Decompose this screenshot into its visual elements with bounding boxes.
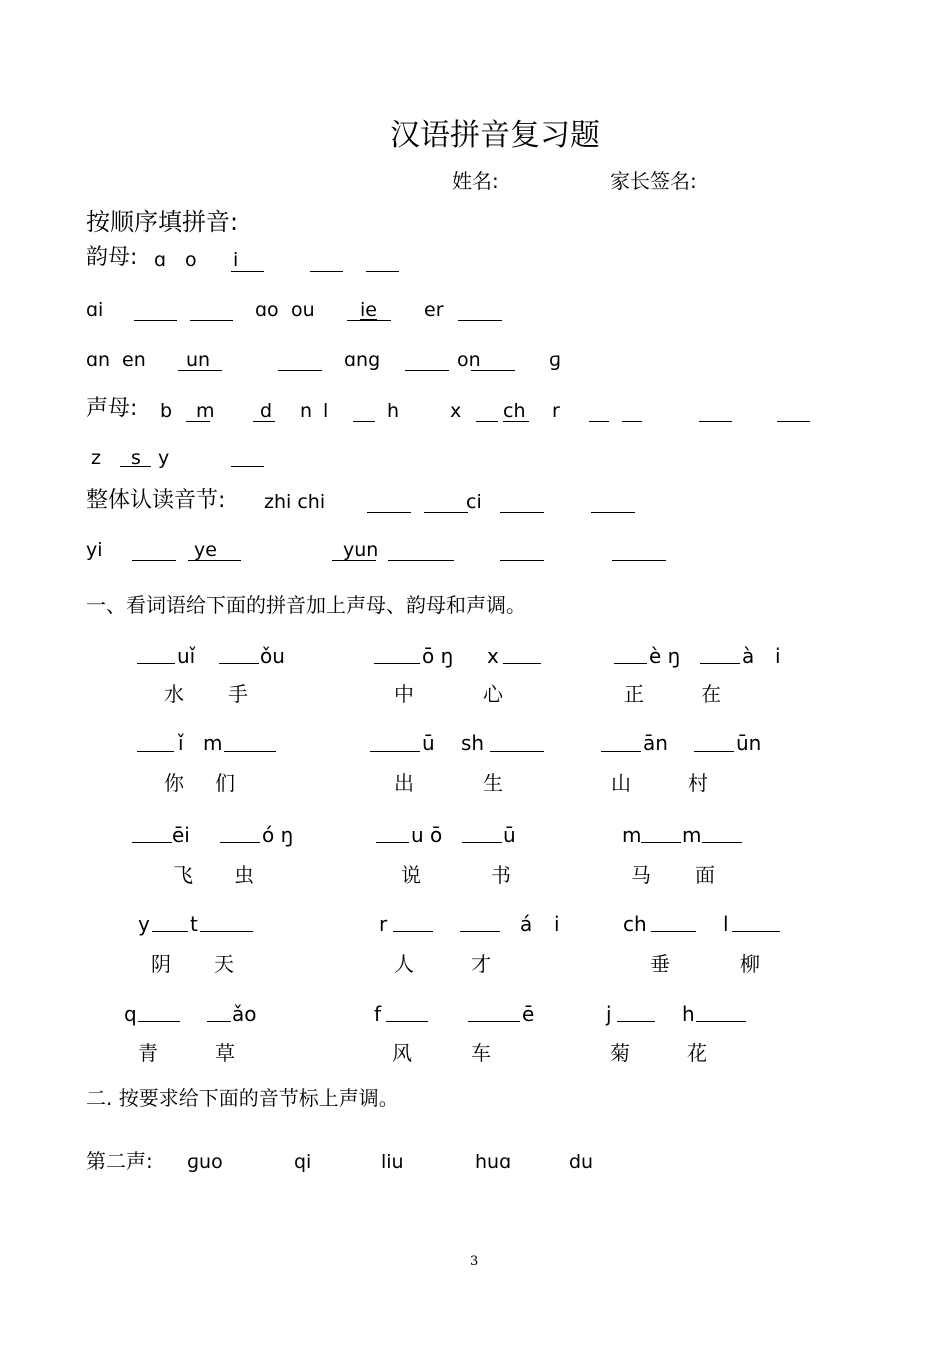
pinyin-cell: q — [124, 1002, 137, 1026]
pinyin-cell: ē — [522, 1002, 535, 1026]
pinyin-un: un — [186, 349, 211, 371]
blank[interactable] — [702, 842, 742, 843]
hanzi: 手 — [228, 682, 248, 706]
pinyin-b: b — [160, 400, 173, 422]
pinyin-zhi-chi: zhi chi — [264, 491, 326, 513]
blank[interactable] — [696, 1021, 746, 1022]
pinyin-d: d — [260, 400, 273, 422]
blank[interactable] — [601, 751, 641, 752]
blank[interactable] — [612, 560, 666, 561]
section2-heading: 二. 按要求给下面的音节标上声调。 — [86, 1086, 399, 1110]
pinyin-cell: l — [723, 912, 729, 936]
blank[interactable] — [460, 931, 500, 932]
pinyin-cell: uǐ — [177, 644, 196, 668]
hanzi: 飞 — [173, 863, 193, 887]
pinyin-cell: u ō — [411, 823, 443, 847]
yunmu-label: 韵母: — [86, 245, 138, 270]
blank[interactable] — [366, 271, 399, 272]
blank[interactable] — [188, 560, 241, 561]
blank[interactable] — [500, 560, 544, 561]
blank[interactable] — [152, 931, 188, 932]
blank[interactable] — [424, 512, 468, 513]
pinyin-ye: ye — [194, 539, 217, 561]
blank[interactable] — [388, 560, 454, 561]
pinyin-en: en — [122, 349, 146, 371]
pinyin-an: ɑn — [86, 349, 111, 371]
pinyin-ai: ɑi — [86, 299, 104, 321]
hanzi: 面 — [695, 863, 715, 887]
hanzi: 在 — [701, 682, 721, 706]
pinyin-cell: ǒu — [260, 644, 285, 668]
blank[interactable] — [132, 842, 172, 843]
blank[interactable] — [617, 1021, 655, 1022]
parent-signature-label: 家长签名: — [610, 169, 697, 193]
hanzi: 你 — [164, 771, 184, 795]
pinyin-cell: ūn — [736, 731, 762, 755]
blank[interactable] — [347, 320, 391, 321]
blank[interactable] — [614, 663, 647, 664]
pinyin-yi: yi — [86, 539, 103, 561]
hanzi: 才 — [471, 952, 491, 976]
pinyin-ci: ci — [466, 491, 482, 513]
hanzi: 垂 — [650, 952, 670, 976]
hanzi: 虫 — [234, 863, 254, 887]
blank[interactable] — [503, 663, 541, 664]
syllable: qi — [294, 1151, 312, 1173]
hanzi: 柳 — [740, 952, 760, 976]
blank[interactable] — [471, 370, 515, 371]
pinyin-cell: sh — [461, 731, 485, 755]
pinyin-h: h — [387, 400, 400, 422]
blank[interactable] — [458, 320, 502, 321]
blank[interactable] — [186, 421, 210, 422]
blank[interactable] — [120, 466, 151, 467]
pinyin-cell: m — [682, 823, 702, 847]
blank[interactable] — [651, 931, 696, 932]
hanzi: 阴 — [151, 952, 171, 976]
hanzi: 花 — [687, 1041, 707, 1065]
blank[interactable] — [500, 512, 544, 513]
blank[interactable] — [393, 931, 433, 932]
pinyin-cell: t — [190, 912, 198, 936]
blank[interactable] — [370, 751, 420, 752]
blank[interactable] — [699, 421, 732, 422]
pinyin-cell: ch — [623, 912, 647, 936]
blank[interactable] — [134, 320, 177, 321]
pinyin-yun: yun — [343, 539, 379, 561]
pinyin-cell: ó ŋ — [262, 823, 294, 847]
section1-heading: 一、看词语给下面的拼音加上声母、韵母和声调。 — [86, 593, 526, 617]
pinyin-s: s — [131, 447, 141, 469]
blank[interactable] — [310, 271, 343, 272]
blank[interactable] — [503, 421, 529, 422]
hanzi: 心 — [483, 682, 503, 706]
blank[interactable] — [462, 842, 502, 843]
pinyin-cell: j — [606, 1002, 612, 1026]
blank[interactable] — [476, 421, 498, 422]
pinyin-x: x — [450, 400, 462, 422]
hanzi: 说 — [401, 863, 421, 887]
pinyin-n: n — [300, 400, 313, 422]
blank[interactable] — [137, 751, 174, 752]
blank[interactable] — [777, 421, 810, 422]
hanzi: 们 — [215, 771, 235, 795]
blank[interactable] — [231, 466, 264, 467]
pinyin-ang: ɑng — [344, 349, 381, 371]
blank[interactable] — [591, 512, 635, 513]
blank[interactable] — [138, 1021, 180, 1022]
hanzi: 村 — [688, 771, 708, 795]
pinyin-cell: ēi — [172, 823, 190, 847]
page-title: 汉语拼音复习题 — [390, 118, 600, 153]
pinyin-r: r — [552, 400, 560, 422]
shengmu-label: 声母: — [86, 396, 138, 421]
pinyin-ao: ɑo — [255, 299, 279, 321]
blank[interactable] — [207, 1021, 231, 1022]
pinyin-i: i — [233, 249, 239, 271]
blank[interactable] — [219, 663, 259, 664]
blank[interactable] — [224, 751, 276, 752]
blank[interactable] — [700, 663, 740, 664]
hanzi: 青 — [138, 1041, 158, 1065]
hanzi: 出 — [394, 771, 414, 795]
blank[interactable] — [374, 663, 420, 664]
pinyin-cell: ū — [503, 823, 516, 847]
name-label: 姓名: — [452, 169, 499, 193]
hanzi: 书 — [491, 863, 511, 887]
hanzi: 中 — [394, 682, 414, 706]
pinyin-cell: ō ŋ — [422, 644, 454, 668]
blank[interactable] — [178, 370, 222, 371]
pinyin-cell: è ŋ — [649, 644, 681, 668]
blank[interactable] — [278, 370, 322, 371]
pinyin-cell: i — [775, 644, 781, 668]
pinyin-z: z — [91, 447, 101, 469]
pinyin-ch: ch — [503, 400, 526, 422]
hanzi: 车 — [471, 1041, 491, 1065]
blank[interactable] — [220, 842, 260, 843]
blank[interactable] — [132, 560, 176, 561]
pinyin-cell: m — [203, 731, 223, 755]
pinyin-cell: i — [554, 912, 560, 936]
order-heading: 按顺序填拼音: — [86, 208, 239, 236]
hanzi: 马 — [631, 863, 651, 887]
blank[interactable] — [231, 271, 264, 272]
blank[interactable] — [200, 931, 253, 932]
pinyin-g: ɡ — [549, 349, 562, 371]
pinyin-cell: f — [374, 1002, 382, 1026]
blank[interactable] — [732, 931, 780, 932]
pinyin-cell: ǎo — [232, 1002, 257, 1026]
pinyin-o: o — [185, 249, 197, 271]
pinyin-ou: ou — [291, 299, 315, 321]
blank[interactable] — [490, 751, 544, 752]
hanzi: 水 — [164, 682, 184, 706]
hanzi: 菊 — [610, 1041, 630, 1065]
hanzi: 风 — [392, 1041, 412, 1065]
pinyin-cell: ū — [422, 731, 435, 755]
pinyin-cell: h — [682, 1002, 695, 1026]
blank[interactable] — [405, 370, 449, 371]
pinyin-cell: y — [138, 912, 150, 936]
syllable: du — [569, 1151, 594, 1173]
blank[interactable] — [332, 560, 376, 561]
blank[interactable] — [622, 421, 642, 422]
pinyin-l: l — [323, 400, 329, 422]
second-tone-label: 第二声: — [86, 1149, 153, 1173]
pinyin-cell: á — [520, 912, 533, 936]
pinyin-cell: ǐ — [178, 731, 184, 755]
blank[interactable] — [589, 421, 609, 422]
syllable: ɡuo — [187, 1151, 223, 1173]
hanzi: 人 — [394, 952, 414, 976]
pinyin-m: m — [196, 400, 215, 422]
pinyin-a: ɑ — [154, 249, 167, 271]
pinyin-cell: m — [622, 823, 642, 847]
blank[interactable] — [367, 512, 411, 513]
pinyin-cell: à — [742, 644, 755, 668]
hanzi: 天 — [214, 952, 234, 976]
syllable: huɑ — [475, 1151, 512, 1173]
hanzi: 正 — [624, 682, 644, 706]
blank[interactable] — [190, 320, 233, 321]
pinyin-on: on — [457, 349, 481, 371]
pinyin-er: er — [424, 299, 444, 321]
blank[interactable] — [641, 842, 681, 843]
hanzi: 山 — [611, 771, 631, 795]
blank[interactable] — [353, 421, 375, 422]
blank[interactable] — [376, 842, 409, 843]
pinyin-cell: x — [487, 644, 499, 668]
pinyin-y: y — [158, 447, 170, 469]
blank[interactable] — [386, 1021, 428, 1022]
zhengti-label: 整体认读音节: — [86, 488, 226, 513]
blank[interactable] — [253, 421, 275, 422]
pinyin-cell: ān — [643, 731, 668, 755]
hanzi: 生 — [483, 771, 503, 795]
blank[interactable] — [694, 751, 734, 752]
blank[interactable] — [137, 663, 175, 664]
syllable: liu — [381, 1151, 404, 1173]
pinyin-cell: r — [379, 912, 388, 936]
page-number: 3 — [470, 1254, 479, 1269]
pinyin-ie: ie — [360, 299, 377, 321]
blank[interactable] — [468, 1021, 520, 1022]
hanzi: 草 — [215, 1041, 235, 1065]
